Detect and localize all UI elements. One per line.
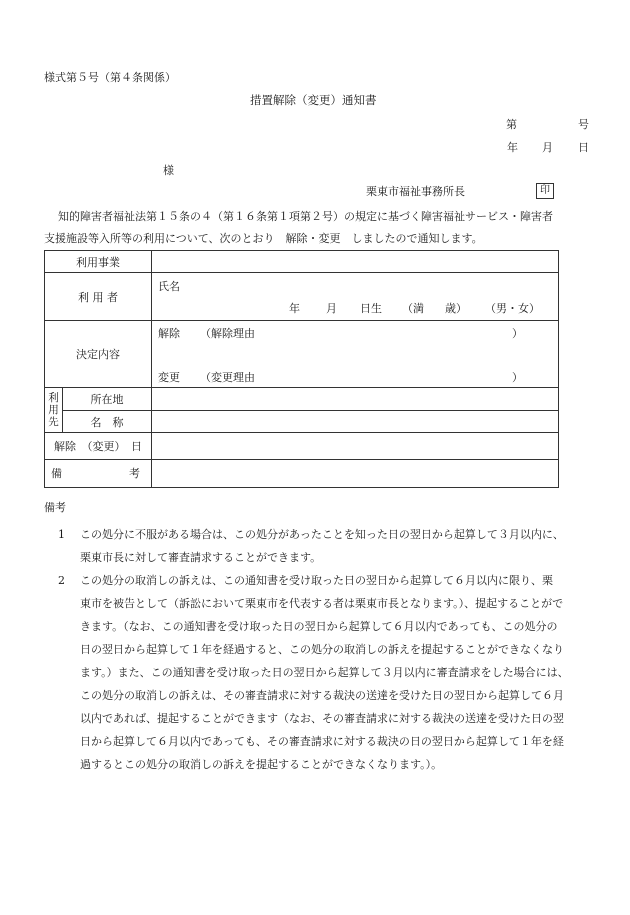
body-line-2: 支援施設等入所等の利用について、次のとおり 解除・変更 しましたので通知します。 xyxy=(44,232,483,245)
notes-heading: 備考 xyxy=(44,501,66,514)
address-field[interactable] xyxy=(152,388,559,411)
note-item-2 xyxy=(44,569,600,776)
cancel-reason-close: ） xyxy=(512,327,523,340)
facility-name-label: 名 称 xyxy=(63,411,152,433)
address-label: 所在地 xyxy=(63,388,152,411)
note-2-line-2: 東市を被告として（訴訟において栗東市を代表する者は栗東市長となります。）、提起することがで xyxy=(80,597,564,610)
note-text-1 xyxy=(80,523,600,569)
note-text-2 xyxy=(80,569,600,776)
change-reason-close: ） xyxy=(512,371,523,384)
birth-year-label: 年 xyxy=(289,302,300,315)
document-title: 措置解除（変更）通知書 xyxy=(250,93,377,107)
remarks-right-char: 考 xyxy=(129,467,140,480)
facility-char-2: 用 xyxy=(48,404,59,416)
age-close-label: 歳） xyxy=(445,302,467,315)
note-2-line-7: 以内であれば、提起することができます（なお、その審査請求に対する裁決の送達を受けた日の翌 xyxy=(80,712,564,725)
date-label: 解除 （変更） 日 xyxy=(45,433,152,460)
facility-name-field[interactable] xyxy=(152,411,559,433)
facility-vertical-label xyxy=(45,388,63,433)
user-label: 利 用 者 xyxy=(45,273,152,321)
facility-char-1: 利 xyxy=(48,392,59,404)
row-decision xyxy=(45,321,559,388)
user-field[interactable] xyxy=(152,273,559,321)
form-table xyxy=(44,250,559,488)
facility-char-3: 先 xyxy=(48,416,59,428)
birth-day-label: 日生 xyxy=(360,302,382,315)
name-label: 氏名 xyxy=(158,280,180,293)
row-facility-address xyxy=(45,388,559,411)
note-number-1: 1 xyxy=(58,528,65,541)
note-1-line-1: この処分に不服がある場合は、この処分があったことを知った日の翌日から起算して３月以内に、 xyxy=(80,528,564,541)
sex-choice: （男・女） xyxy=(485,302,540,315)
decision-field[interactable] xyxy=(152,321,559,388)
birth-month-label: 月 xyxy=(326,302,337,315)
date-field[interactable] xyxy=(152,433,559,460)
row-date xyxy=(45,433,559,460)
remarks-left-char: 備 xyxy=(51,467,62,480)
doc-number-suffix: 号 xyxy=(578,118,589,131)
row-service xyxy=(45,251,559,273)
cancel-reason-label: （解除理由 xyxy=(200,327,255,340)
issuer-name: 栗東市福祉事務所長 xyxy=(366,185,465,198)
service-field[interactable] xyxy=(152,251,559,273)
note-2-line-9: 過するとこの処分の取消しの訴えを提起することができなくなります。）。 xyxy=(80,758,443,771)
service-label: 利用事業 xyxy=(45,251,152,273)
age-open-label: （満 xyxy=(402,302,424,315)
row-facility-name xyxy=(45,411,559,433)
remarks-field[interactable] xyxy=(152,460,559,488)
doc-number-prefix: 第 xyxy=(506,118,517,131)
body-line-1: 知的障害者福祉法第１５条の４（第１６条第１項第２号）の規定に基づく障害福祉サービス・障害者 xyxy=(58,210,553,223)
seal-mark: 印 xyxy=(536,183,554,199)
note-2-line-5: ます。）また、この通知書を受け取った日の翌日から起算して３月以内に審査請求をした場合には、 xyxy=(80,666,569,679)
note-2-line-3: きます。（なお、この通知書を受け取った日の翌日から起算して６月以内であっても、この処分の xyxy=(80,620,558,633)
note-2-line-4: 日の翌日から起算して１年を経過すると、この処分の取消しの訴えを提起することができなくなり xyxy=(80,643,564,656)
row-user xyxy=(45,273,559,321)
remarks-label xyxy=(45,460,152,488)
decision-label: 決定内容 xyxy=(45,321,152,388)
change-reason-label: （変更理由 xyxy=(200,371,255,384)
date-month-label: 月 xyxy=(542,141,553,154)
notes-section xyxy=(44,501,600,776)
cancel-label: 解除 xyxy=(158,327,180,340)
note-1-line-2: 栗東市長に対して審査請求することができます。 xyxy=(80,551,322,564)
date-year-label: 年 xyxy=(507,141,518,154)
note-item-1 xyxy=(44,523,600,569)
row-remarks xyxy=(45,460,559,488)
form-number: 様式第５号（第４条関係） xyxy=(44,71,176,84)
note-2-line-1: この処分の取消しの訴えは、この通知書を受け取った日の翌日から起算して６月以内に限り、栗 xyxy=(80,574,553,587)
note-2-line-8: 日から起算して６月以内であっても、その審査請求に対する裁決の日の翌日から起算して１年を経 xyxy=(80,735,564,748)
change-label: 変更 xyxy=(158,371,180,384)
date-day-label: 日 xyxy=(578,141,589,154)
note-number-2: 2 xyxy=(58,574,65,587)
note-2-line-6: この処分の取消しの訴えは、その審査請求に対する裁決の送達を受けた日の翌日から起算して６月 xyxy=(80,689,564,702)
addressee-suffix: 様 xyxy=(163,164,174,177)
